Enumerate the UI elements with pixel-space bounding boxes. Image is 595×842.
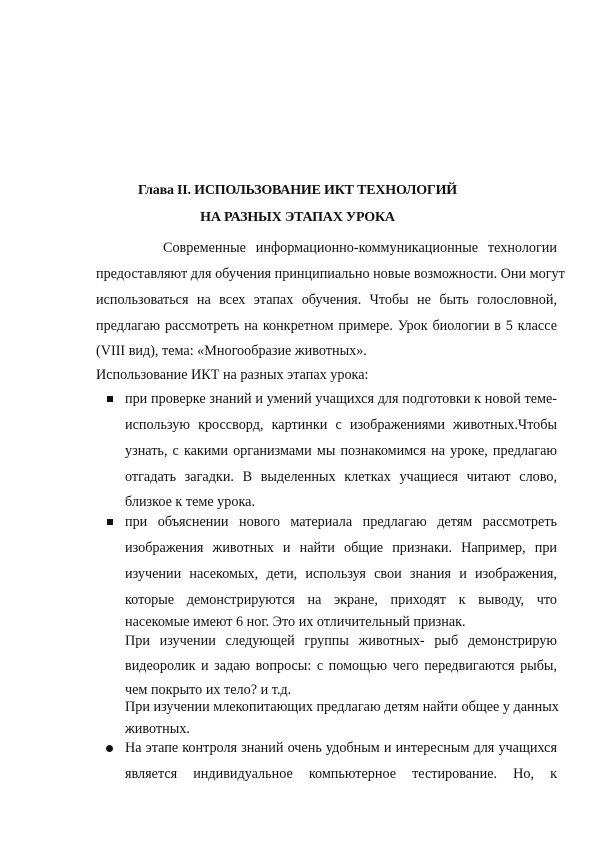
bullet-2-line-4: которые демонстрируются на экране, приходят к выводу, что	[125, 592, 557, 608]
bullet-3-line-1: На этапе контроля знаний очень удобным и интересным для учащихся	[125, 740, 557, 756]
bullet-2-line-9: При изучении млекопитающих предлагаю детям найти общее у данных	[125, 699, 559, 715]
square-bullet-icon	[107, 519, 113, 525]
bullet-2-line-10: животных.	[125, 721, 190, 737]
bullet-2-line-8: чем покрыто их тело? и т.д.	[125, 682, 292, 698]
bullet-1-line-1: при проверке знаний и умений учащихся для подготовки к новой теме-	[125, 391, 557, 407]
bullet-2-line-2: изображения животных и найти общие признаки. Например, при	[125, 540, 557, 556]
bullet-2-line-5: насекомые имеют 6 ног. Это их отличительный признак.	[125, 614, 466, 630]
chapter-title-line-2: НА РАЗНЫХ ЭТАПАХ УРОКА	[200, 210, 395, 225]
bullet-1-line-4: отгадать загадки. В выделенных клетках учащиеся читают слово,	[125, 469, 557, 485]
bullet-2-line-1: при объяснении нового материала предлагаю детям рассмотреть	[125, 514, 557, 530]
intro-line-1: Современные информационно-коммуникационные технологии	[163, 240, 557, 256]
chapter-title-line-1: Глава II. ИСПОЛЬЗОВАНИЕ ИКТ ТЕХНОЛОГИЙ	[138, 183, 457, 198]
bullet-1-line-5: близкое к теме урока.	[125, 494, 255, 510]
section-subheading: Использование ИКТ на разных этапах урока:	[96, 367, 369, 383]
bullet-2-line-6: При изучении следующей группы животных- рыб демонстрирую	[125, 633, 557, 649]
bullet-2-line-3: изучении насекомых, дети, используя свои знания и изображения,	[125, 566, 557, 582]
bullet-1-line-3: узнать, с какими организмами мы познакомимся на уроке, предлагаю	[125, 443, 557, 459]
round-bullet-icon	[106, 745, 113, 752]
bullet-1-line-2: использую кроссворд, картинки с изображениями животных.Чтобы	[125, 417, 557, 433]
bullet-2-line-7: видеоролик и задаю вопросы: с помощью чего передвигаются рыбы,	[125, 658, 557, 674]
intro-line-2: предоставляют для обучения принципиально новые возможности. Они могут	[96, 266, 565, 282]
bullet-3-line-2: является индивидуальное компьютерное тестирование. Но, к	[125, 766, 557, 782]
square-bullet-icon	[107, 396, 113, 402]
intro-line-3: использоваться на всех этапах обучения. Чтобы не быть голословной,	[96, 292, 557, 308]
intro-line-4: предлагаю рассмотреть на конкретном примере. Урок биологии в 5 классе	[96, 318, 557, 334]
intro-line-5: (VIII вид), тема: «Многообразие животных».	[96, 343, 367, 359]
